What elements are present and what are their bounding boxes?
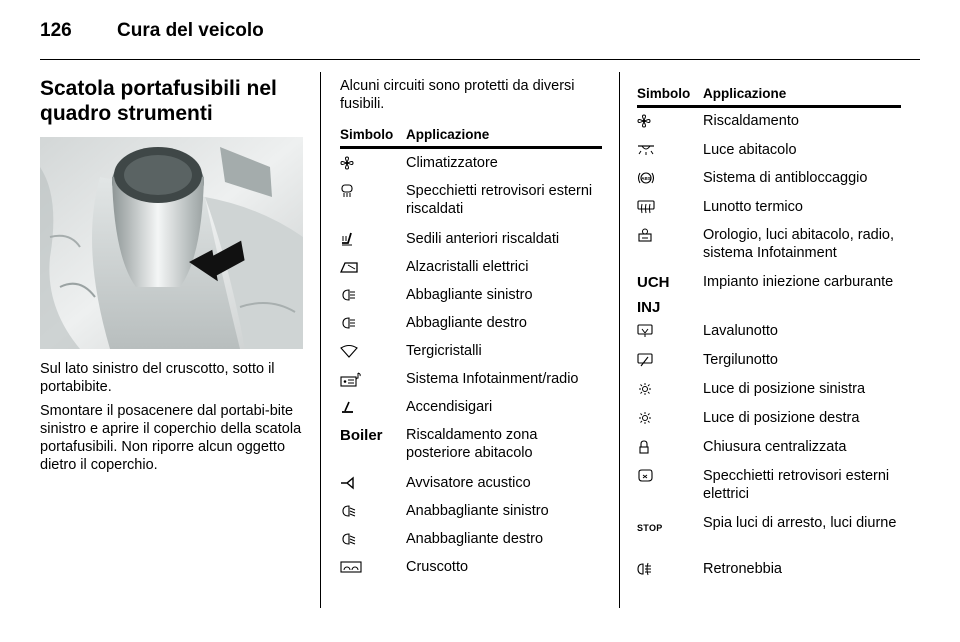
table-row [637, 198, 803, 216]
application-text: Chiusura centralizzata [703, 439, 847, 455]
table-row [340, 502, 549, 520]
uch-symbol: UCH [637, 274, 670, 291]
stop-symbol: STOP [637, 523, 663, 533]
intro-text: Alcuni circuiti sono protetti da diversi fusibili. [340, 78, 575, 112]
dashboard-illustration [40, 137, 303, 349]
section-title: Scatola portafusibili nel quadro strumenti [40, 77, 277, 125]
application-text: Specchietti retrovisori esterni elettrici [703, 468, 890, 502]
parking-light-right-icon [637, 411, 653, 425]
paragraph-instructions: Smontare il posacenere dal portabi-bite sinistro e aprire il coperchio della scatola portafusibili. Non riporre alcun oggetto dietro il coperchio. [40, 403, 302, 473]
fuse-table-left [340, 124, 602, 575]
rear-fog-light-icon [637, 562, 653, 576]
application-text: Alzacristalli elettrici [406, 259, 529, 275]
table-row [637, 560, 782, 578]
table-row [637, 169, 867, 187]
fuse-table-right [637, 83, 901, 577]
application-text: Tergilunotto [703, 352, 778, 368]
power-window-icon [340, 260, 358, 274]
table-row [637, 409, 859, 427]
application-text: Sistema di antibloccaggio [703, 170, 868, 186]
application-text: Luce di posizione destra [703, 410, 860, 426]
clock-radio-icon [637, 228, 653, 242]
column-divider [320, 72, 321, 608]
table-row [340, 182, 602, 218]
table-row [340, 558, 468, 576]
application-text: Spia luci di arresto, luci diurne [703, 515, 897, 531]
application-text: Luce di posizione sinistra [703, 381, 866, 397]
chapter-title: Cura del veicolo [117, 20, 264, 41]
application-text: Luce abitacolo [703, 142, 797, 158]
application-text: Riscaldamento zona posteriore abitacolo [406, 427, 538, 461]
application-text: Tergicristalli [406, 343, 482, 359]
rear-washer-icon [637, 324, 653, 338]
inj-symbol: INJ [637, 299, 661, 316]
interior-light-icon [637, 143, 655, 157]
abs-icon [637, 171, 655, 185]
wiper-icon [340, 344, 358, 358]
table-row [637, 322, 778, 340]
table-row [340, 342, 482, 360]
table-row [637, 141, 797, 159]
low-beam-left-icon [340, 504, 356, 518]
table-row [340, 314, 527, 332]
table-row [340, 426, 602, 462]
application-text: Lavalunotto [703, 323, 778, 339]
body-text [40, 360, 306, 480]
application-text: Anabbagliante destro [406, 531, 544, 547]
column-divider [619, 72, 620, 608]
radio-icon [340, 372, 362, 388]
header-rule [40, 59, 920, 60]
rear-defrost-icon [637, 200, 655, 214]
table-row [340, 258, 528, 276]
heated-mirror-icon [340, 184, 354, 198]
application-text: Impianto iniezione carburante [703, 274, 894, 290]
fan-icon [637, 114, 651, 128]
application-text: Abbagliante destro [406, 315, 527, 331]
cigarette-lighter-icon [340, 400, 356, 414]
application-text: Orologio, luci abitacolo, radio, sistema Infotainment [703, 227, 895, 261]
column-header-application: Applicazione [406, 127, 490, 142]
horn-icon [340, 476, 358, 490]
paragraph-location: Sul lato sinistro del cruscotto, sotto il portabibite. [40, 361, 275, 395]
application-text: Cruscotto [406, 559, 469, 575]
parking-light-left-icon [637, 382, 653, 396]
application-text: Sedili anteriori riscaldati [406, 231, 560, 247]
instrument-panel-icon [340, 560, 362, 574]
application-text: Lunotto termico [703, 199, 803, 215]
table-row [340, 154, 498, 172]
low-beam-right-icon [340, 532, 356, 546]
electric-mirror-icon [637, 469, 653, 483]
table-row [637, 226, 901, 262]
svg-text:ABS: ABS [641, 176, 651, 181]
application-text: Specchietti retrovisori esterni riscaldati [406, 183, 593, 217]
application-text: Riscaldamento [703, 113, 799, 129]
high-beam-right-icon [340, 316, 356, 330]
rear-wiper-icon [637, 353, 653, 367]
table-row [340, 474, 531, 492]
central-locking-icon [637, 440, 651, 454]
application-text: Sistema Infotainment/radio [406, 371, 579, 387]
application-text: Avvisatore acustico [406, 475, 531, 491]
fuse-box-photo [40, 137, 303, 349]
table-row [637, 467, 901, 503]
table-header [637, 83, 901, 108]
table-row [637, 380, 865, 398]
column-header-symbol: Simbolo [637, 86, 691, 101]
application-text: Retronebbia [703, 561, 782, 577]
table-row [340, 370, 578, 388]
table-row [340, 398, 492, 416]
boiler-symbol: Boiler [340, 427, 383, 444]
fan-icon [340, 156, 354, 170]
application-text: Anabbagliante sinistro [406, 503, 549, 519]
table-row [637, 351, 778, 369]
application-text: Climatizzatore [406, 155, 498, 171]
column-header-application: Applicazione [703, 86, 787, 101]
table-row [637, 112, 799, 130]
table-header [340, 124, 602, 149]
table-row [637, 438, 846, 456]
application-text: Abbagliante sinistro [406, 287, 533, 303]
table-row [637, 514, 896, 537]
heated-seat-icon [340, 232, 356, 246]
high-beam-left-icon [340, 288, 356, 302]
table-row [637, 273, 893, 317]
page-number: 126 [40, 20, 72, 41]
column-header-symbol: Simbolo [340, 127, 394, 142]
application-text: Accendisigari [406, 399, 493, 415]
table-row [340, 230, 559, 248]
table-row [340, 530, 543, 548]
table-row [340, 286, 533, 304]
